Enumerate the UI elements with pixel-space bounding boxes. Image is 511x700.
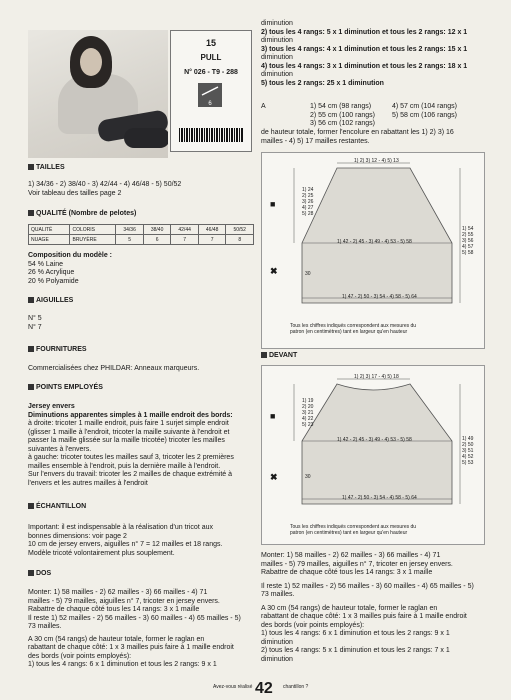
needle-size: 6 xyxy=(208,101,212,107)
points-heading: POINTS EMPLOYÉS xyxy=(28,384,103,391)
devant-diagram: ■ ✖ 1) 2) 3) 17 - 4) 5) 18 1) 19 2) 20 3) 21 4) 22 5) 23 1) 42 - 2) 45 - 3) 49 - 4) 53 - 5) 58 1) 49 2) 50 3) 51 4) 52 5) 53 30 1) 47 - 2) 50 - 3) 54 - 4) 58 - 5) 64 Tous les chiffres indiqués correspondent aux mesures du patron (en centimètres) tant en largeur qu'en hauteur xyxy=(261,365,485,545)
pattern-number: 15 xyxy=(205,38,216,48)
pattern-reference: N° 026 - T9 - 288 xyxy=(184,69,238,76)
footer-right: chantillon ? xyxy=(283,684,309,690)
devant-heading: DEVANT xyxy=(261,352,297,359)
aiguilles-text: N° 5 N° 7 xyxy=(28,315,42,331)
devant-right-dims: 1) 49 2) 50 3) 51 4) 52 5) 53 xyxy=(462,436,474,466)
dos-caption: Tous les chiffres indiqués correspondent aux mesures du patron (en centimètres) tant en largeur qu'en hauteur xyxy=(290,323,417,335)
dos-left-dims: 1) 24 2) 25 3) 26 4) 27 5) 28 xyxy=(302,187,314,217)
points-text: Jersey envers Diminutions apparentes simples à 1 maille endroit des bords: à droite: tricoter 1 maille endroit, puis faire 1 surjet simple endroit (glisser 1 maille à l'endroit, tricoter la maille suivante à l'endroit et passer la maille glissée sur la maille tricotée) tricoter les mailles suivantes à l'envers. à gauche: tricoter toutes les mailles sauf 3, tricoter les 2 premières mailles ensemble à l'endroit, puis la dernière maille à l'endroit. Sur l'envers du travail: tricoter les 2 mailles de chaque extrémité à l'envers et les autres mailles à l'endroit xyxy=(28,403,234,487)
pattern-title: PULL xyxy=(200,53,222,62)
devant-text: Monter: 1) 58 mailles - 2) 62 mailles - 3) 66 mailles - 4) 71 mailles - 5) 79 mailles, aiguilles n° 7, tricoter en jersey envers. Rabattre de chaque côté tous les 14 rangs: 3 x 1 maille Il reste 1) 52 mailles - 2) 56 mailles - 3) 60 mailles - 4) 65 mailles - 5) 73 mailles. A 30 cm (54 rangs) de hauteur totale, former le raglan en rabattant de chaque côté: 1 x 3 mailles puis faire à 1 maille endroit des bords (voir points employés): 1) tous les 4 rangs: 6 x 1 diminution et tous les 2 rangs: 9 x 1 diminution 2) tous les 4 rangs: 5 x 1 diminution et tous les 2 rangs: 7 x 1 diminution xyxy=(261,552,474,663)
model-photo xyxy=(28,30,168,158)
square-symbol: ■ xyxy=(270,411,276,421)
page-number: 42 xyxy=(255,680,273,697)
square-symbol: ■ xyxy=(270,199,276,209)
dos-text: Monter: 1) 58 mailles - 2) 62 mailles - 3) 66 mailles - 4) 71 mailles - 5) 79 mailles, aiguilles n° 7, tricoter en jersey envers. Rabattre de chaque côté tous les 14 rangs: 3 x 1 maille Il reste 1) 52 mailles - 2) 56 mailles - 3) 60 mailles - 4) 65 mailles - 5) 73 mailles. A 30 cm (54 rangs) de hauteur totale, former le raglan en rabattant de chaque côté: 1 x 3 mailles puis faire à 1 maille endroit des bords (voir points employés): 1) tous les 4 rangs: 6 x 1 diminution et tous les 2 rangs: 9 x 1 xyxy=(28,589,241,668)
dos-heading: DOS xyxy=(28,570,51,577)
cross-symbol: ✖ xyxy=(270,472,278,482)
table-header-row: QUALITÉ COLORIS 34/36 38/40 42/44 46/48 50/52 xyxy=(29,225,254,235)
aiguilles-heading: AIGUILLES xyxy=(28,297,73,304)
needle-icon xyxy=(198,83,222,107)
cross-symbol: ✖ xyxy=(270,266,278,276)
fournitures-text: Commercialisées chez PHILDAR: Anneaux marqueurs. xyxy=(28,365,200,372)
fournitures-heading: FOURNITURES xyxy=(28,346,87,353)
composition: Composition du modèle : 54 % Laine 26 % Acrylique 20 % Polyamide xyxy=(28,252,112,285)
qualite-heading: QUALITÉ (Nombre de pelotes) xyxy=(28,210,136,217)
footer-left: Avez-vous réalisé xyxy=(213,684,253,690)
dos-right-dims: 1) 54 2) 55 3) 56 4) 57 5) 58 xyxy=(462,226,474,256)
devant-caption: Tous les chiffres indiqués correspondent aux mesures du patron (en centimètres) tant en largeur qu'en hauteur xyxy=(290,524,417,536)
tailles-heading: TAILLES xyxy=(28,164,65,171)
echantillon-heading: ÉCHANTILLON xyxy=(28,503,86,510)
echantillon-text: Important: il est indispensable à la réalisation d'un tricot aux bonnes dimensions: voir page 2 10 cm de jersey envers, aiguilles n° 7 = 12 mailles et 18 rangs. Modèle tricoté volontairement plus souplement. xyxy=(28,524,223,557)
devant-left-dims: 1) 19 2) 20 3) 21 4) 22 5) 23 xyxy=(302,398,314,428)
a-label: A xyxy=(261,103,266,110)
pattern-card xyxy=(170,30,252,152)
table-row: NUAGE BRUYÈRE 5 6 7 7 8 xyxy=(29,235,254,245)
a-heights-2: 4) 57 cm (104 rangs) 5) 58 cm (106 rangs) xyxy=(392,103,457,119)
tailles-text: 1) 34/36 - 2) 38/40 - 3) 42/44 - 4) 46/48 - 5) 50/52 Voir tableau des tailles page 2 xyxy=(28,181,182,197)
dos-diagram: ■ ✖ 1) 2) 3) 12 - 4) 5) 13 1) 24 2) 25 3) 26 4) 27 5) 28 1) 42 - 2) 45 - 3) 49 - 4) 53 - 5) 58 1) 54 2) 55 3) 56 4) 57 5) 58 30 1) 47 - 2) 50 - 3) 54 - 4) 58 - 5) 64 Tous les chiffres indiqués correspondent aux mesures du patron (en centimètres) tant en largeur qu'en hauteur xyxy=(261,152,485,349)
qualite-table xyxy=(28,224,254,245)
a-heights-1: 1) 54 cm (98 rangs) 2) 55 cm (100 rangs) 3) 56 cm (102 rangs) xyxy=(310,103,375,127)
dos-continued: diminution 2) tous les 4 rangs: 5 x 1 diminution et tous les 2 rangs: 12 x 1 diminution 3) tous les 4 rangs: 4 x 1 diminution et tous les 2 rangs: 15 x 1 diminution 4) tous les 4 rangs: 3 x 1 diminution et tous les 2 rangs: 18 x 1 diminution 5) tous les 2 rangs: 25 x 1 diminution xyxy=(261,20,468,87)
encolure-text: de hauteur totale, former l'encolure en rabattant les 1) 2) 3) 16 mailles - 4) 5) 17 mailles restantes. xyxy=(261,129,454,145)
barcode xyxy=(179,128,243,142)
